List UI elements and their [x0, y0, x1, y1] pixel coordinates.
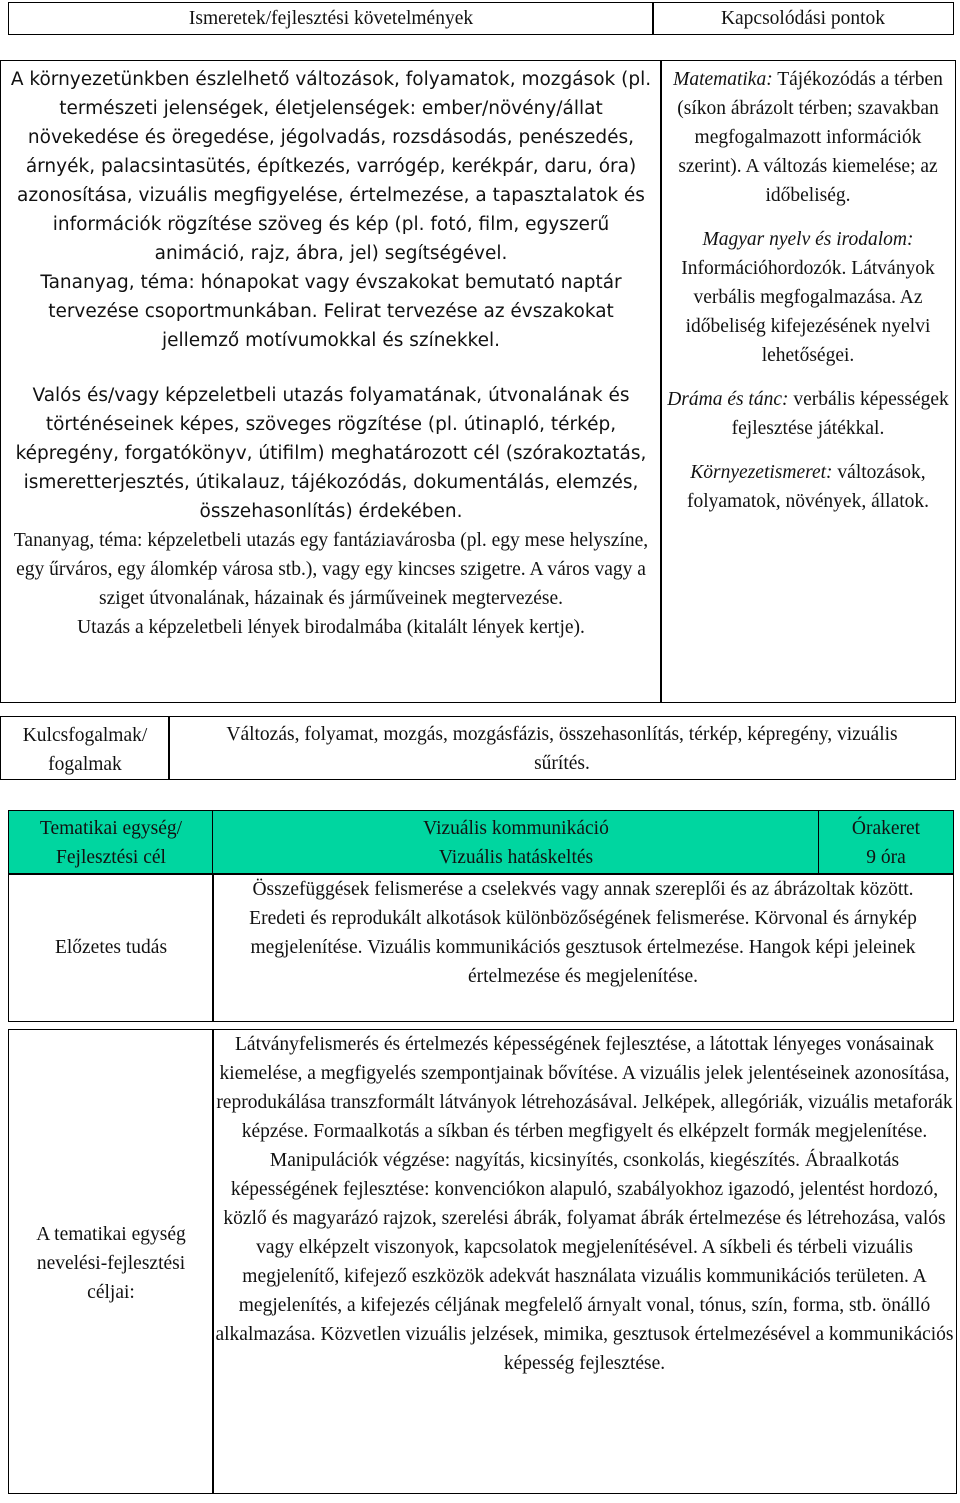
theme-title-cell [212, 810, 820, 874]
header-requirements [8, 2, 654, 35]
connection-hungarian-label: Magyar nyelv és irodalom: [702, 229, 914, 250]
prior-knowledge-label: Előzetes tudás [54, 937, 168, 958]
connection-drama-label: Dráma és tánc: [667, 389, 789, 410]
key-concepts-cell [168, 716, 956, 780]
connection-math-text: Tájékozódás a térben (síkon ábrázolt térben; szavakban megfogalmazott információk szerint). A változás kiemelése; az időbeliség. [677, 69, 943, 206]
requirements-paragraph-1: A környezetünkben észlelhető változások, folyamatok, mozgások (pl. természeti jelenségek, életjelenségek: ember/növény/állat növekedése és öregedése, jégolvadás, rozsdásodás, penészedés, árnyék, palacsintasütés, építkezés, varrógép, kerékpár, daru, óra) azonosítása, vizuális megfigyelése, értelmezése, a tapasztalatok és információk rögzítése szöveg és kép (pl. fotó, film, egyszerű animáció, rajz, ábra, jel) segítségével. [10, 69, 652, 264]
connection-drama [667, 385, 949, 443]
requirements-paragraph-5: Utazás a képzeletbeli lények birodalmába (kitalált lények kertje). [77, 617, 585, 638]
connection-math-label: Matematika: [673, 69, 773, 90]
goals-cell [212, 1029, 957, 1494]
header-requirements-label: Ismeretek/fejlesztési követelmények [188, 8, 474, 29]
prior-knowledge-text: Összefüggések felismerése a cselekvés vagy annak szereplői és az ábrázoltak között. Eredeti és reprodukált alkotások különbözőségének felismerése. Körvonal és árnykép megjelenítése. Vizuális kommunikációs gesztusok értelmezése. Hangok képi jeleinek értelmezése és megjelenítése. [249, 879, 917, 987]
prior-knowledge-label-cell [8, 874, 214, 1022]
connection-hungarian [667, 225, 949, 370]
requirements-paragraph-3: Valós és/vagy képzeletbeli utazás folyamatának, útvonalának és történéseinek képes, szöveges rögzítése (pl. útinapló, térkép, képregény, forgatókönyv, útifilm) meghatározott cél (szórakoztatás, ismeretterjesztés, útikalauz, tájékozódás, dokumentálás, elemzés, összehasonlítás) érdekében. [15, 385, 647, 522]
connection-hungarian-text: Információhordozók. Látványok verbális megfogalmazása. Az időbeliség kifejezésének nyelvi lehetőségei. [681, 258, 935, 366]
goals-text: Látványfelismerés és értelmezés képességének fejlesztése, a látottak lényeges vonásainak kiemelése, a megfigyelés szempontjainak bővítése. A vizuális jelek jelentéseinek azonosítása, reprodukálása transzformált látványok létrehozásával. Jelképek, allegóriák, vizuális metaforák képzése. Formaalkotás a síkban és térben megfigyelt és elképzelt formák megjelenítése. Manipulációk végzése: nagyítás, kicsinyítés, csonkolás, kiegészítés. Ábraalkotás képességének fejlesztése: konvenciókon alapuló, szabályokhoz igazodó, jelentést hordozó, közlő és magyarázó rajzok, szerelési ábrák, folyamat ábrák értelmezése és létrehozása, valós vagy elképzelt viszonyok, kapcsolatok megjelenítésével. A síkbeli és térbeli vizuális megjelenítő, kifejező eszközök adekvát használata vizuális kommunikációs területen. A megjelenítés, a kifejezés céljának megfelelő árnyalt vonal, tónus, szín, forma, stb. önálló alkalmazása. Közvetlen vizuális jelzések, mimika, gesztusok értelmezésével a kommunikációs képesség fejlesztése. [215, 1034, 954, 1374]
hours-value: 9 óra [866, 847, 906, 868]
connection-environment-text: változások, folyamatok, növények, állatok. [686, 462, 930, 512]
goals-label-cell [8, 1029, 214, 1494]
theme-title-1: Vizuális kommunikáció [423, 818, 609, 839]
connection-environment [667, 458, 949, 516]
theme-label-cell [8, 810, 214, 874]
requirements-paragraph-4: Tananyag, téma: képzeletbeli utazás egy fantáziavárosba (pl. egy mese helyszíne, egy űrváros, egy álomkép városa stb.), vagy egy kincses szigetre. A város vagy a sziget útvonalának, házainak és járműveinek megtervezése. [13, 530, 649, 609]
key-concepts-text: Változás, folyamat, mozgás, mozgásfázis, összehasonlítás, térkép, képregény, vizuális sűrítés. [226, 724, 898, 774]
key-concepts-label: Kulcsfogalmak/ fogalmak [22, 725, 148, 775]
connection-environment-label: Környezetismeret: [690, 462, 833, 483]
connection-math [667, 65, 949, 210]
hours-cell [818, 810, 954, 874]
requirements-paragraph-2: Tananyag, téma: hónapokat vagy évszakokat bemutató naptár tervezése csoportmunkában. Felirat tervezése az évszakokat jellemző motívumokkal és színekkel. [40, 272, 622, 351]
prior-knowledge-cell [212, 874, 954, 1022]
key-concepts-label-cell [0, 716, 170, 780]
hours-label: Órakeret [851, 818, 921, 839]
goals-label: A tematikai egység nevelési-fejlesztési céljai: [36, 1224, 186, 1303]
theme-label: Tematikai egység/ Fejlesztési cél [39, 818, 183, 868]
header-connections-label: Kapcsolódási pontok [720, 8, 886, 29]
connections-cell [660, 60, 956, 703]
theme-title-2: Vizuális hatáskeltés [438, 847, 594, 868]
connection-drama-text: verbális képességek fejlesztése játékkal. [731, 389, 949, 439]
header-connections [652, 2, 954, 35]
requirements-cell [0, 60, 662, 703]
